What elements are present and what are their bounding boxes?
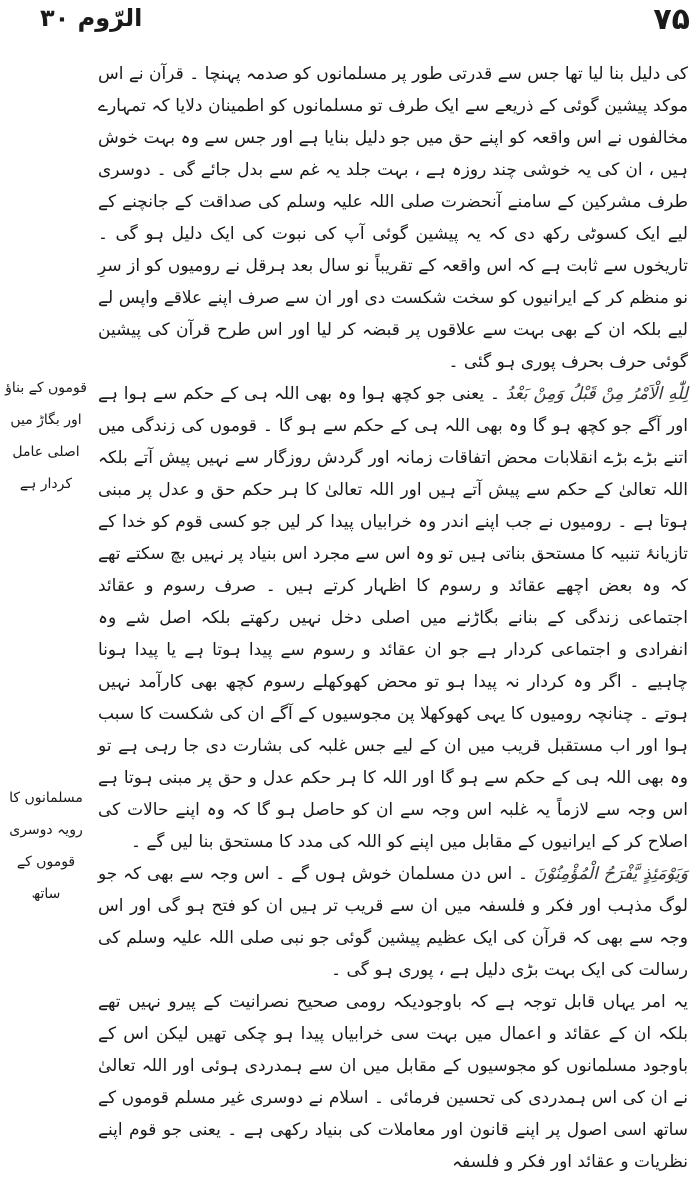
running-header-title: الرّوم ۳۰ [40, 4, 143, 32]
paragraph-text: کی دلیل بنا لیا تھا جس سے قدرتی طور پر مسلمانوں کو صدمہ پہنچا ۔ قرآن نے اس موکد پیشین گوئی کے ذریعے سے ایک طرف تو مسلمانوں کو اطمینان دلایا کہ تمہارے مخالفوں نے اس واقعہ کو اپنے حق میں جو دلیل بنایا ہے اور جس سے وہ بہت خوش ہیں ، ان کی یہ خوشی چند روزہ ہے ، بہت جلد یہ غم سے بدل جائے گی ۔ دوسری طرف مشرکین کے سامنے آنحضرت صلی اللہ علیہ وسلم کی صداقت کے جانچنے کے لیے ایک کسوٹی رکھ دی کہ یہ پیشین گوئی آپ کی نبوت کی ایک دلیل ہو گی ۔ تاریخوں سے ثابت ہے کہ اس واقعہ کے تقریباً نو سال بعد ہرقل نے رومیوں کو از سرِ نو منظم کر کے ایرانیوں کو سخت شکست دی اور ان سے صرف اپنے علاقے واپس لے لیے بلکہ ان کے بھی بہت سے علاقوں پر قبضہ کر لیا اور اس طرح قرآن کی پیشین گوئی حرف بحرف پوری ہو گئی ۔ [98, 64, 688, 372]
paragraph-text: ۔ اس دن مسلمان خوش ہوں گے ۔ اس وجہ سے بھی کہ جو لوگ مذہب اور فکر و فلسفہ میں ان سے قریب تر ہیں ان کو فتح ہو گی اور اس وجہ سے بھی کہ قرآن کی ایک عظیم پیشین گوئی جو نبی صلی اللہ علیہ وسلم کی رسالت کی ایک بہت بڑی دلیل ہے ، پوری ہو گی ۔ [98, 864, 688, 980]
paragraph-4 [98, 986, 688, 1178]
paragraph-1 [98, 58, 688, 378]
quranic-verse: وَيَوْمَئِذٍ يَّفْرَحُ الْمُؤْمِنُوْنَ [533, 864, 689, 884]
margin-note-2: مسلمانوں کا رویہ دوسری قوموں کے ساتھ [9, 790, 83, 902]
paragraph-2 [98, 378, 688, 858]
margin-note-1: قوموں کے بناؤ اور بگاڑ میں اصلی عامل کردار ہے [5, 380, 87, 492]
paragraph-text: یہ امر یہاں قابل توجہ ہے کہ باوجودیکہ رومی صحیح نصرانیت کے پیرو نہیں تھے بلکہ ان کے عقائد و اعمال میں بہت سی خرابیاں پیدا ہو چکی تھیں لیکن اس کے باوجود مسلمانوں کو مجوسیوں کے مقابل میں ان سے ہمدردی ہوئی اور اللہ تعالیٰ نے ان کی اس ہمدردی کی تحسین فرمائی ۔ اسلام نے دوسری غیر مسلم قوموں کے ساتھ اسی اصول پر اپنے قانون اور معاملات کی بنیاد رکھی ہے ۔ یعنی جو قوم اپنے نظریات و عقائد اور فکر و فلسفہ [98, 992, 688, 1172]
paragraph-3 [98, 858, 688, 986]
paragraph-text: ۔ یعنی جو کچھ ہوا وہ بھی اللہ ہی کے حکم سے ہوا ہے اور آگے جو کچھ ہو گا وہ بھی اللہ ہی کے حکم سے ہو گا ۔ قوموں کی زندگی میں اتنے بڑے بڑے انقلابات محض اتفاقات زمانہ اور گردش روزگار سے نہیں پیش آتے بلکہ اللہ تعالیٰ کے حکم سے پیش آتے ہیں اور اللہ تعالیٰ کا ہر حکم حق و عدل پر مبنی ہوتا ہے ۔ رومیوں نے جب اپنے اندر وہ خرابیاں پیدا کر لیں جو کسی قوم کو خدا کے تازیانۂ تنبیہ کا مستحق بناتی ہیں تو وہ اس سے مجرد اس بنیاد پر نہیں بچ سکتے تھے کہ وہ بعض اچھے عقائد و رسوم کا اظہار کرتے ہیں ۔ صرف رسوم و عقائد اجتماعی زندگی کے بنانے بگاڑنے میں اصلی دخل نہیں رکھتے بلکہ اصل شے وہ انفرادی و اجتماعی کردار ہے جو ان عقائد و رسوم سے پیدا ہوتا ہے یا پیدا ہونا چاہیے ۔ اگر وہ کردار نہ پیدا ہو تو محض کھوکھلے رسوم کچھ بھی کارآمد نہیں ہوتے ۔ چنانچہ رومیوں کا یہی کھوکھلا پن مجوسیوں کے آگے ان کی شکست کا سبب ہوا اور اب مستقبل قریب میں ان کے لیے جس غلبہ کی بشارت دی جا رہی ہے تو وہ بھی اللہ ہی کے حکم سے ہو گا اور اللہ کا ہر حکم عدل و حق پر مبنی ہوتا ہے اس وجہ سے لازماً یہ غلبہ اس وجہ سے ان کو حاصل ہو گا کہ وہ اپنے حالات کی اصلاح کر کے ایرانیوں کے مقابل میں اپنے کو اللہ کی مدد کا مستحق بنا لیں گے ۔ [98, 384, 688, 852]
quranic-verse: لِلّٰهِ الْاَمْرُ مِنْ قَبْلُ وَمِنْ بَعْدُ [505, 384, 688, 404]
page-number: ۷۵ [653, 2, 690, 37]
main-text [98, 58, 688, 1178]
